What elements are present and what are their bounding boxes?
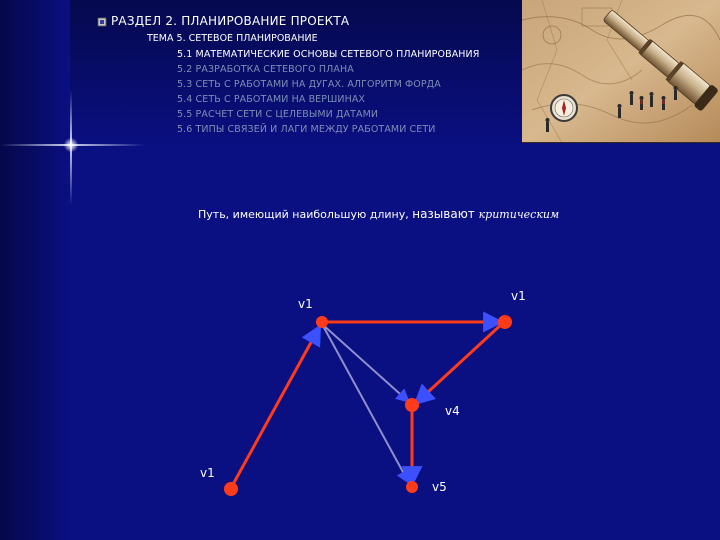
node-start [224, 482, 238, 496]
subtopic-item: 5.6 ТИПЫ СВЯЗЕЙ И ЛАГИ МЕЖДУ РАБОТАМИ СЕТИ [177, 124, 436, 135]
node-middle [405, 398, 419, 412]
node-label-middle: v4 [445, 404, 460, 418]
edge-start-to-top-left [231, 326, 320, 488]
subtopic-item: 5.1 МАТЕМАТИЧЕСКИЕ ОСНОВЫ СЕТЕВОГО ПЛАНИРОВАНИЯ [177, 49, 480, 60]
topic-title: ТЕМА 5. СЕТЕВОЕ ПЛАНИРОВАНИЕ [147, 33, 318, 44]
subtopic-item: 5.5 РАСЧЕТ СЕТИ С ЦЕЛЕВЫМИ ДАТАМИ [177, 109, 379, 120]
edge-top-right-to-middle [415, 322, 504, 404]
section-title: РАЗДЕЛ 2. ПЛАНИРОВАНИЕ ПРОЕКТА [111, 14, 350, 28]
edge-top-left-to-middle [322, 324, 409, 402]
subtopic-item: 5.3 СЕТЬ С РАБОТАМИ НА ДУГАХ. АЛГОРИТМ ФОРДА [177, 79, 441, 90]
definition-part: Путь, имеющий наибольшую длину, [198, 208, 413, 221]
critical-term: критическим [478, 208, 560, 221]
node-bottom [406, 481, 418, 493]
subtopic-item: 5.4 СЕТЬ С РАБОТАМИ НА ВЕРШИНАХ [177, 94, 366, 105]
node-label-top-left: v1 [298, 297, 313, 311]
subtopic-item: 5.2 РАЗРАБОТКА СЕТЕВОГО ПЛАНА [177, 64, 354, 75]
node-top-right [498, 315, 512, 329]
node-top-left [316, 316, 328, 328]
node-label-bottom: v5 [432, 480, 447, 494]
node-label-top-right: v1 [511, 289, 526, 303]
edge-top-left-to-bottom [322, 324, 409, 483]
node-label-start: v1 [200, 466, 215, 480]
definition-part: называют [412, 207, 479, 221]
